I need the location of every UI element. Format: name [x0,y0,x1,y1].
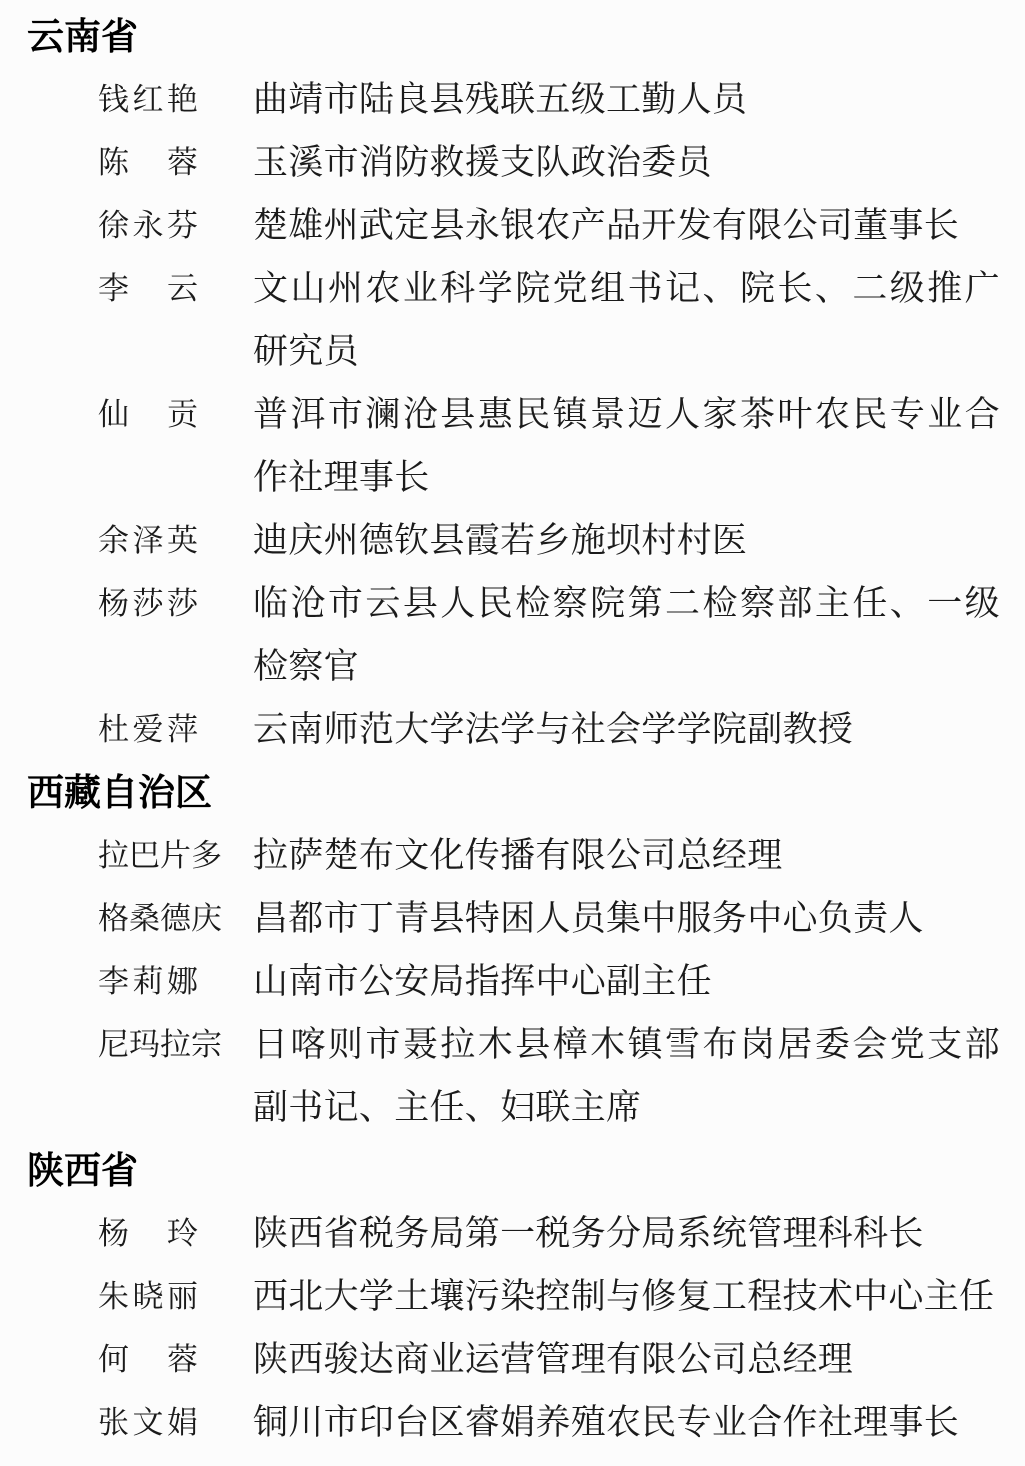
position-line: 昌都市丁青县特困人员集中服务中心负责人 [253,899,924,938]
province-header: 西藏自治区 [27,771,212,814]
honoree-name: 李云 [98,271,198,306]
province-header: 陕西省 [27,1149,138,1192]
honoree-position [253,1202,1000,1265]
province-entries [0,68,1025,761]
honoree-name: 李莉娜 [98,964,198,999]
honoree-position [253,824,1000,887]
position-line: 曲靖市陆良县残联五级工勤人员 [253,80,748,119]
honoree-name: 何蓉 [98,1342,198,1377]
position-line: 玉溪市消防救援支队政治委员 [253,143,712,182]
honoree-name: 朱晓丽 [98,1279,198,1314]
position-line: 云南师范大学法学与社会学学院副教授 [253,710,854,749]
honoree-entry [98,1391,1025,1454]
honoree-name-cell [98,131,253,194]
honoree-name: 张文娟 [98,1405,198,1440]
honoree-entry [98,68,1025,131]
position-line: 研究员 [253,332,359,371]
position-line: 楚雄州武定县永银农产品开发有限公司董事长 [253,206,960,245]
honoree-entry [98,131,1025,194]
honoree-name-cell [98,257,253,320]
honoree-entry [98,509,1025,572]
honoree-name-cell [98,383,253,446]
honoree-name-cell [98,1265,253,1328]
honoree-list [0,5,1025,1454]
honoree-entry [98,572,1025,698]
position-line: 副书记、主任、妇联主席 [253,1088,642,1127]
honoree-position [253,257,1000,383]
honoree-entry [98,1202,1025,1265]
honoree-position [253,194,1000,257]
honoree-name: 陈蓉 [98,145,198,180]
position-line: 迪庆州德钦县霞若乡施坝村村医 [253,521,748,560]
position-line: 铜川市印台区睿娟养殖农民专业合作社理事长 [253,1403,960,1442]
province-section [0,761,1025,1139]
honoree-name: 杨莎莎 [98,586,198,621]
honoree-name-cell [98,1013,253,1076]
honoree-position [253,1391,1000,1454]
honoree-entry [98,824,1025,887]
honoree-name: 钱红艳 [98,82,198,117]
honoree-position [253,1013,1000,1139]
honoree-entry [98,1013,1025,1139]
honoree-entry [98,1328,1025,1391]
honoree-name: 徐永芬 [98,208,198,243]
honoree-name: 杜爱萍 [98,712,198,747]
honoree-name-cell [98,509,253,572]
honoree-name: 尼玛拉宗 [98,1027,222,1062]
honoree-name-cell [98,68,253,131]
honoree-name: 杨玲 [98,1216,198,1251]
honoree-position [253,572,1000,698]
position-line: 拉萨楚布文化传播有限公司总经理 [253,836,783,875]
position-line: 陕西省税务局第一税务分局系统管理科科长 [253,1214,924,1253]
honoree-entry [98,257,1025,383]
honoree-position [253,509,1000,572]
position-line: 检察官 [253,647,359,686]
position-line: 文山州农业科学院党组书记、院长、二级推广 [253,269,1000,308]
honoree-position [253,68,1000,131]
honoree-entry [98,383,1025,509]
honoree-entry [98,1265,1025,1328]
province-header: 云南省 [27,15,138,58]
honoree-name: 余泽英 [98,523,198,558]
honoree-name-cell [98,1328,253,1391]
honoree-position [253,887,1000,950]
honoree-entry [98,194,1025,257]
honoree-position [253,698,1000,761]
honoree-position [253,1265,1000,1328]
honoree-entry [98,698,1025,761]
position-line: 陕西骏达商业运营管理有限公司总经理 [253,1340,854,1379]
honoree-name: 仙贡 [98,397,198,432]
honoree-name-cell [98,824,253,887]
position-line: 临沧市云县人民检察院第二检察部主任、一级 [253,584,1000,623]
honoree-name-cell [98,950,253,1013]
honoree-position [253,1328,1000,1391]
position-line: 日喀则市聂拉木县樟木镇雪布岗居委会党支部 [253,1025,1000,1064]
position-line: 山南市公安局指挥中心副主任 [253,962,712,1001]
honoree-name: 格桑德庆 [98,901,222,936]
position-line: 普洱市澜沧县惠民镇景迈人家茶叶农民专业合 [253,395,1000,434]
honoree-name: 拉巴片多 [98,838,222,873]
honoree-position [253,950,1000,1013]
position-line: 作社理事长 [253,458,430,497]
honoree-name-cell [98,572,253,635]
honoree-entry [98,950,1025,1013]
province-section [0,5,1025,761]
province-entries [0,824,1025,1139]
honoree-name-cell [98,194,253,257]
honoree-name-cell [98,698,253,761]
province-entries [0,1202,1025,1454]
province-section [0,1139,1025,1454]
honoree-position [253,383,1000,509]
honoree-name-cell [98,1202,253,1265]
honoree-name-cell [98,1391,253,1454]
honoree-position [253,131,1000,194]
honoree-entry [98,887,1025,950]
honoree-name-cell [98,887,253,950]
position-line: 西北大学土壤污染控制与修复工程技术中心主任 [253,1277,995,1316]
